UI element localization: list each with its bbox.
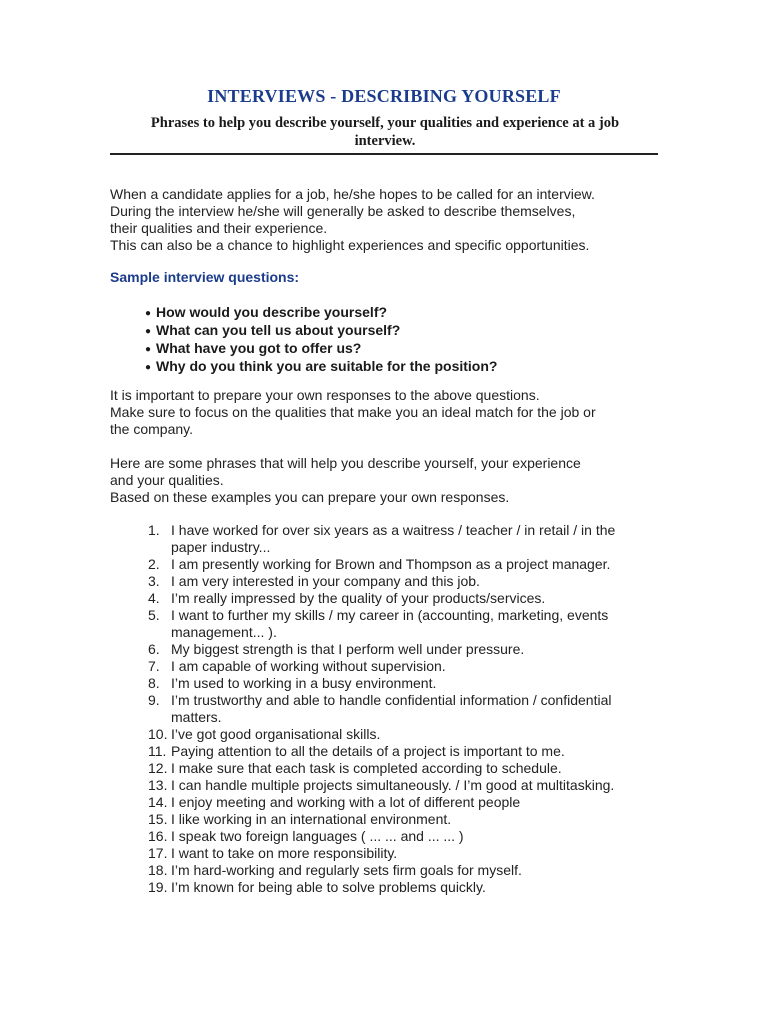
question-item (145, 304, 497, 322)
phrase-number: 5. (148, 607, 160, 623)
document-subtitle: Phrases to help you describe yourself, your qualities and experience at a job interview. (150, 115, 620, 149)
phrases-intro-line: Based on these examples you can prepare your own responses. (110, 489, 510, 505)
phrase-item (148, 590, 641, 607)
phrase-item (148, 726, 641, 743)
phrase-item (148, 522, 641, 556)
phrase-item (148, 862, 641, 879)
phrase-item (148, 692, 641, 726)
phrases-intro-line: and your qualities. (110, 472, 224, 488)
question-text: What can you tell us about yourself? (156, 322, 401, 338)
intro-line: their qualities and their experience. (110, 220, 328, 236)
phrase-text: I’m really impressed by the quality of your products/services. (171, 590, 546, 606)
phrase-item (148, 879, 641, 896)
phrase-number: 9. (148, 692, 160, 708)
phrase-item (148, 573, 641, 590)
phrase-text: I am capable of working without supervision. (171, 658, 446, 674)
phrase-item (148, 607, 641, 641)
phrase-number: 2. (148, 556, 160, 572)
phrase-item (148, 743, 641, 760)
phrase-text: I am presently working for Brown and Thompson as a project manager. (171, 556, 611, 572)
bullet-icon: ● (145, 362, 152, 373)
question-text: Why do you think you are suitable for the position? (156, 358, 498, 374)
intro-paragraph (110, 186, 670, 254)
phrase-number: 14. (148, 794, 168, 810)
phrase-number: 15. (148, 811, 168, 827)
phrase-number: 18. (148, 862, 168, 878)
phrase-item (148, 794, 641, 811)
phrase-number: 10. (148, 726, 168, 742)
phrase-text: I enjoy meeting and working with a lot of different people (171, 794, 521, 810)
phrase-item (148, 658, 641, 675)
prepare-line: the company. (110, 421, 194, 437)
phrase-text: I am very interested in your company and this job. (171, 573, 480, 589)
phrase-text: I want to take on more responsibility. (171, 845, 398, 861)
phrase-number: 6. (148, 641, 160, 657)
bullet-icon: ● (145, 344, 152, 355)
question-item (145, 322, 497, 340)
phrase-item (148, 760, 641, 777)
phrase-number: 19. (148, 879, 168, 895)
intro-line: This can also be a chance to highlight experiences and specific opportunities. (110, 237, 590, 253)
question-text: How would you describe yourself? (156, 304, 388, 320)
question-item (145, 340, 497, 358)
document-title: INTERVIEWS - DESCRIBING YOURSELF (207, 86, 561, 106)
phrase-number: 12. (148, 760, 168, 776)
bullet-icon: ● (145, 326, 152, 337)
phrase-item (148, 811, 641, 828)
phrase-number: 1. (148, 522, 160, 538)
phrase-item (148, 777, 641, 794)
phrase-number: 3. (148, 573, 160, 589)
question-item (145, 358, 497, 376)
phrase-number: 13. (148, 777, 168, 793)
phrase-number: 4. (148, 590, 160, 606)
bullet-icon: ● (145, 308, 152, 319)
phrase-text: I’ve got good organisational skills. (171, 726, 381, 742)
intro-line: When a candidate applies for a job, he/she hopes to be called for an interview. (110, 186, 595, 202)
phrases-intro-paragraph (110, 455, 670, 506)
phrase-text: I make sure that each task is completed according to schedule. (171, 760, 562, 776)
phrase-text: I’m trustworthy and able to handle confidential information / confidential matters. (171, 692, 612, 725)
phrase-text: I like working in an international environment. (171, 811, 452, 827)
phrase-number: 11. (148, 743, 167, 759)
prepare-line: It is important to prepare your own responses to the above questions. (110, 387, 540, 403)
phrase-item (148, 845, 641, 862)
phrase-text: I speak two foreign languages ( ... ... and ... ... ) (171, 828, 464, 844)
prepare-paragraph (110, 387, 670, 438)
sample-questions-heading: Sample interview questions: (110, 269, 300, 285)
phrase-text: Paying attention to all the details of a project is important to me. (171, 743, 565, 759)
questions-list (145, 304, 497, 376)
phrase-number: 17. (148, 845, 168, 861)
phrase-number: 7. (148, 658, 160, 674)
phrases-list (148, 522, 641, 896)
phrase-number: 16. (148, 828, 168, 844)
phrase-text: I’m used to working in a busy environment. (171, 675, 437, 691)
title-divider (110, 153, 658, 155)
phrase-text: I can handle multiple projects simultaneously. / I’m good at multitasking. (171, 777, 615, 793)
phrase-item (148, 556, 641, 573)
phrase-text: I have worked for over six years as a waitress / teacher / in retail / in the paper industry... (171, 522, 616, 555)
phrase-item (148, 828, 641, 845)
intro-line: During the interview he/she will generally be asked to describe themselves, (110, 203, 576, 219)
phrase-text: I’m hard-working and regularly sets firm goals for myself. (171, 862, 522, 878)
question-text: What have you got to offer us? (156, 340, 362, 356)
phrase-item (148, 641, 641, 658)
phrase-text: My biggest strength is that I perform well under pressure. (171, 641, 525, 657)
phrase-number: 8. (148, 675, 160, 691)
phrase-text: I want to further my skills / my career in (accounting, marketing, events management... ). (171, 607, 609, 640)
phrases-intro-line: Here are some phrases that will help you describe yourself, your experience (110, 455, 581, 471)
prepare-line: Make sure to focus on the qualities that make you an ideal match for the job or (110, 404, 596, 420)
phrase-text: I’m known for being able to solve problems quickly. (171, 879, 486, 895)
phrase-item (148, 675, 641, 692)
